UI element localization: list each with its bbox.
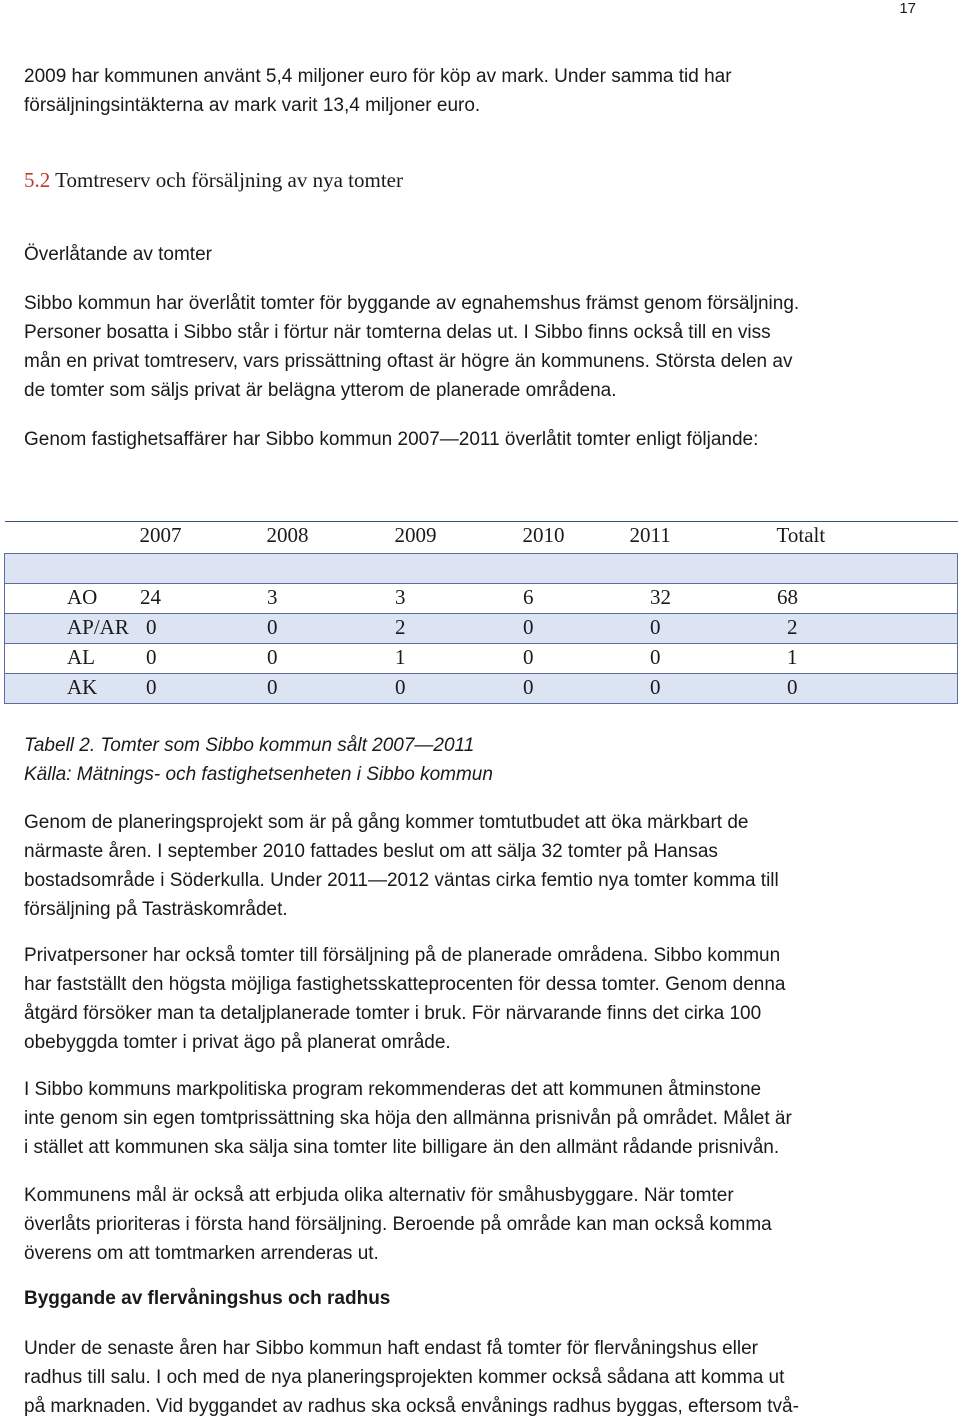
text-line: Genom de planeringsprojekt som är på gång kommer tomtutbudet att öka märkbart de <box>24 812 749 833</box>
table-cell: 68 <box>777 585 798 609</box>
text-line: Under de senaste åren har Sibbo kommun haft endast få tomter för flervåningshus eller <box>24 1338 759 1359</box>
section-title: Tomtreserv och försäljning av nya tomter <box>50 168 403 192</box>
text-line: överens om att tomtmarken arrenderas ut. <box>24 1243 379 1264</box>
table-cell: 0 <box>523 615 534 639</box>
paragraph-7 <box>24 1334 924 1421</box>
table-cell: 0 <box>267 645 278 669</box>
table-cell: 6 <box>523 585 534 609</box>
table-cell: 0 <box>395 675 406 699</box>
table-header-cell: 2009 <box>394 523 437 547</box>
table-cell: 0 <box>267 615 278 639</box>
text-line: närmaste åren. I september 2010 fattades beslut om att sälja 32 tomter på Hansas <box>24 841 718 862</box>
table-cell: 0 <box>523 645 534 669</box>
intro-paragraph <box>24 62 924 120</box>
table-cell: 1 <box>787 645 798 669</box>
paragraph-4 <box>24 941 924 1057</box>
page-number: 17 <box>899 0 916 17</box>
text-line: radhus till salu. I och med de nya planeringsprojekten kommer också sådana att komma ut <box>24 1367 785 1388</box>
paragraph-1 <box>24 289 924 405</box>
text-line: Kommunens mål är också att erbjuda olika alternativ för småhusbyggare. När tomter <box>24 1185 734 1206</box>
section-number: 5.2 <box>24 168 51 192</box>
text-line: inte genom sin egen tomtprissättning ska höja den allmänna prisnivån på området. Målet är <box>24 1108 792 1129</box>
table-cell: 0 <box>146 675 157 699</box>
row-label: AP/AR <box>67 615 129 639</box>
table-cell: 3 <box>267 585 278 609</box>
text-line: bostadsområde i Söderkulla. Under 2011—2012 väntas cirka femtio nya tomter komma till <box>24 870 779 891</box>
text-line: I Sibbo kommuns markpolitiska program rekommenderas det att kommunen åtminstone <box>24 1079 762 1100</box>
table-header-cell: 2011 <box>629 523 671 547</box>
table-cell: 2 <box>787 615 798 639</box>
table-header-row <box>5 522 958 554</box>
table-cell: 3 <box>395 585 406 609</box>
table-row <box>5 674 958 704</box>
table-spacer-row <box>5 554 958 584</box>
text-line: överlåts prioriteras i första hand försäljning. Beroende på område kan man också komma <box>24 1214 772 1235</box>
table-cell: 0 <box>523 675 534 699</box>
text-line: i stället att kommunen ska sälja sina tomter lite billigare än den allmänt rådande prisnivån. <box>24 1137 780 1158</box>
caption-title: Tabell 2. Tomter som Sibbo kommun sålt 2007—2011 <box>24 735 475 756</box>
table-row <box>5 584 958 614</box>
paragraph-2 <box>24 425 924 454</box>
row-label: AK <box>67 675 98 699</box>
text-line: Sibbo kommun har överlåtit tomter för byggande av egnahemshus främst genom försäljning. <box>24 293 800 314</box>
text-line: 2009 har kommunen använt 5,4 miljoner euro för köp av mark. Under samma tid har <box>24 66 732 87</box>
table-cell: 32 <box>650 585 671 609</box>
section-heading <box>24 168 403 193</box>
table-cell: 0 <box>650 675 661 699</box>
text-line: de tomter som säljs privat är belägna ytterom de planerade områdena. <box>24 380 617 401</box>
table-header-cell: 2008 <box>266 523 309 547</box>
table-header-cell: 2007 <box>139 523 182 547</box>
table-caption <box>24 731 924 789</box>
table-cell: 2 <box>395 615 406 639</box>
table-cell: 0 <box>650 645 661 669</box>
text-line: mån en privat tomtreserv, vars prissättning oftast är högre än kommunens. Största delen av <box>24 351 793 372</box>
text-line: försäljning på Tasträskområdet. <box>24 899 288 920</box>
paragraph-3 <box>24 808 924 924</box>
table-header-cell: 2010 <box>522 523 565 547</box>
text-line: Personer bosatta i Sibbo står i förtur när tomterna delas ut. I Sibbo finns också till en viss <box>24 322 771 343</box>
table-header-cell: Totalt <box>776 523 826 547</box>
subheading-flervaningshus: Byggande av flervåningshus och radhus <box>24 1288 391 1309</box>
text-line: Genom fastighetsaffärer har Sibbo kommun 2007—2011 överlåtit tomter enligt följande: <box>24 429 759 450</box>
table-cell: 0 <box>146 645 157 669</box>
table-cell: 0 <box>787 675 798 699</box>
text-line: på marknaden. Vid byggandet av radhus ska också envånings radhus byggas, eftersom två- <box>24 1396 799 1417</box>
row-label: AL <box>67 645 95 669</box>
text-line: försäljningsintäkterna av mark varit 13,4 miljoner euro. <box>24 95 481 116</box>
paragraph-6 <box>24 1181 924 1268</box>
row-label: AO <box>67 585 98 609</box>
text-line: åtgärd försöker man ta detaljplanerade tomter i bruk. För närvarande finns det cirka 100 <box>24 1003 762 1024</box>
lots-sold-table <box>4 521 958 704</box>
table-cell: 0 <box>146 615 157 639</box>
table-row <box>5 614 958 644</box>
table-row <box>5 644 958 674</box>
paragraph-5 <box>24 1075 924 1162</box>
table-cell: 24 <box>140 585 161 609</box>
table-cell: 0 <box>650 615 661 639</box>
table-cell: 0 <box>267 675 278 699</box>
table-cell: 1 <box>395 645 406 669</box>
subheading-overlatande: Överlåtande av tomter <box>24 244 212 265</box>
text-line: obebyggda tomter i privat ägo på planerat område. <box>24 1032 451 1053</box>
text-line: har fastställt den högsta möjliga fastighetsskatteprocenten för dessa tomter. Genom denna <box>24 974 786 995</box>
text-line: Privatpersoner har också tomter till försäljning på de planerade områdena. Sibbo kommun <box>24 945 781 966</box>
caption-source: Källa: Mätnings- och fastighetsenheten i Sibbo kommun <box>24 764 493 785</box>
